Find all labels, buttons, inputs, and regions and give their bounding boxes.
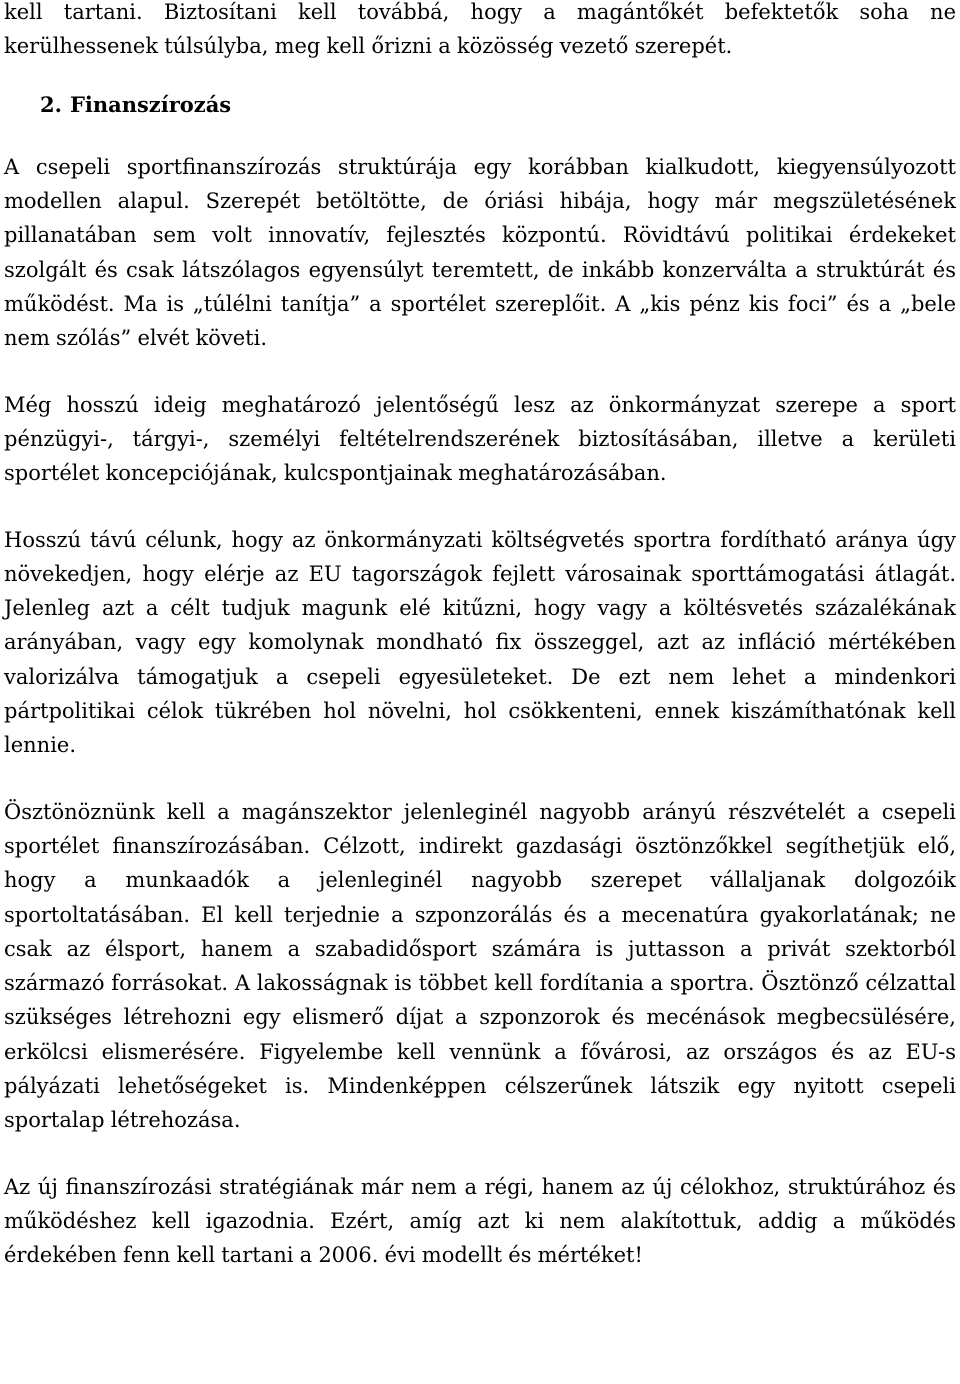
paragraph-long-term-goal: Hosszú távú célunk, hogy az önkormányzati költségvetés sportra fordítható aránya úgy növekedjen, hogy elérje az EU tagországok fejlett városainak sporttámogatási átlagát. Jelenleg azt a célt tudjuk magunk elé kitűzni, hogy vagy a költésvetés százalékának arányában, vagy egy komolynak mondható fix összeggel, azt az infláció mértékében valorizálva támogatjuk a csepeli egyesületeket. De ezt nem lehet a mindenkori pártpolitikai célok tükrében hol növelni, hol csökkenteni, ennek kiszámíthatónak kell lennie.: [4, 527, 956, 758]
paragraph-new-strategy: Az új finanszírozási stratégiának már nem a régi, hanem az új célokhoz, struktúrához és működéshez kell igazodnia. Ezért, amíg azt ki nem alakítottuk, addig a működés érdekében fenn kell tartani a 2006. évi modellt és mértéket!: [4, 1174, 956, 1268]
paragraph-private-sector: Ösztönöznünk kell a magánszektor jelenleginél nagyobb arányú részvételét a csepeli sportélet finanszírozásában. Célzott, indirekt gazdasági ösztönzőkkel segíthetjük elő, hogy a munkaadók a jelenleginél nagyobb szerepet vállaljanak dolgozóik sportoltatásában. El kell terjednie a szponzorálás és a mecenatúra gyakorlatának; ne csak az élsport, hanem a szabadidősport számára is juttasson a privát szektorból származó forrásokat. A lakosságnak is többet kell fordítania a sportra. Ösztönző célzattal szükséges létrehozni egy elismerő díjat a szponzorok és mecénások megbecsülésére, erkölcsi elismerésére. Figyelembe kell vennünk a fővárosi, az országos és az EU-s pályázati lehetőségeket is. Mindenképpen célszerűnek látszik egy nyitott csepeli sportalap létrehozása.: [4, 799, 956, 1133]
paragraph-financing-structure: A csepeli sportfinanszírozás struktúrája egy korábban kialkudott, kiegyensúlyozott modellen alapul. Szerepét betöltötte, de óriási hibája, hogy már megszületésének pillanatában sem volt innovatív, fejlesztés központú. Rövidtávú politikai érdekeket szolgált és csak látszólagos egyensúlyt teremtett, de inkább konzerválta a struktúrát és működést. Ma is „túlélni tanítja” a sportélet szereplőit. A „kis pénz kis foci” és a „bele nem szólás” elvét követi.: [4, 154, 956, 351]
section-number: 2.: [40, 91, 62, 117]
intro-paragraph: kell tartani. Biztosítani kell továbbá, hogy a magántőkét befektetők soha ne kerülhessenek túlsúlyba, meg kell őrizni a közösség vezető szerepét.: [4, 0, 956, 59]
paragraph-municipality-role: Még hosszú ideig meghatározó jelentőségű lesz az önkormányzat szerepe a sport pénzügyi-, tárgyi-, személyi feltételrendszerének biztosításában, illetve a kerületi sportélet koncepciójának, kulcspontjainak meghatározásában.: [4, 392, 956, 486]
section-heading: [40, 88, 956, 122]
document-page: [4, 0, 956, 1273]
section-title: Finanszírozás: [69, 91, 232, 117]
